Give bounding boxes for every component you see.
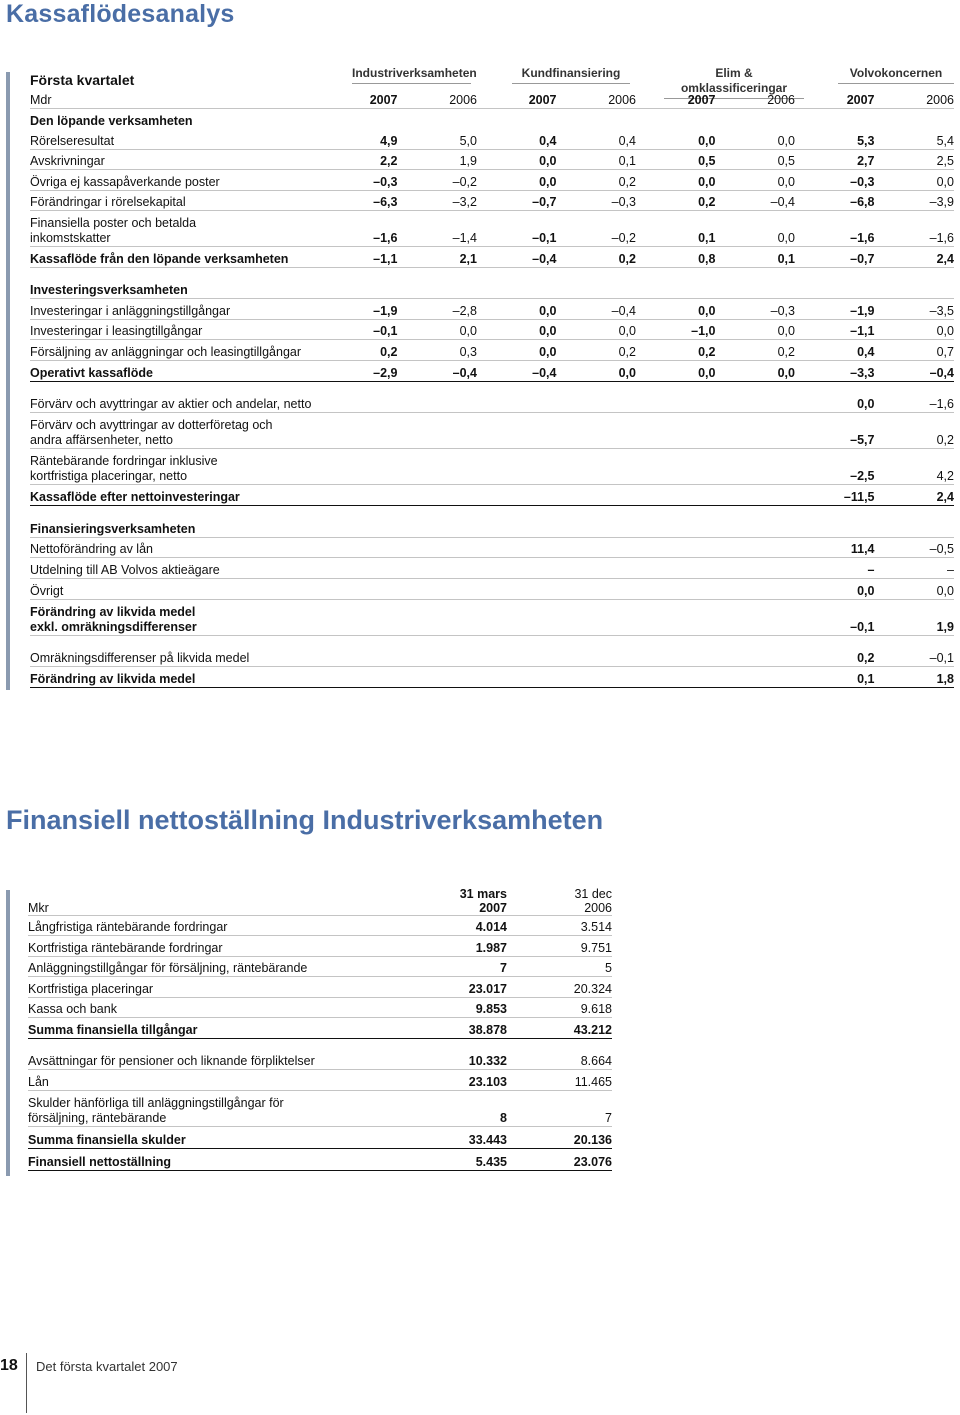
value-cell: –1,1: [373, 252, 398, 266]
value-cell: 0,0: [539, 175, 557, 189]
value-cell: –1,6: [929, 397, 954, 411]
value-cell: 5: [605, 961, 612, 975]
group-header-1: Industriverksamheten: [352, 66, 471, 84]
value-cell: 0,1: [857, 672, 875, 686]
value-cell: 9.853: [475, 1002, 507, 1016]
row-label: Kortfristiga räntebärande fordringar: [28, 941, 223, 955]
value-cell: –1,9: [850, 304, 875, 318]
row-label: Avsättningar för pensioner och liknande förpliktelser: [28, 1054, 315, 1068]
value-cell: –6,8: [850, 195, 875, 209]
value-cell: –: [947, 563, 954, 577]
value-cell: –3,9: [929, 195, 954, 209]
year-cell: 2007: [369, 93, 398, 107]
row-label-line: Förändring av likvida medel: [30, 605, 196, 619]
unit-label: Mkr: [28, 901, 49, 915]
value-cell: 0,0: [777, 366, 795, 380]
row-label: Förändring av likvida medel: [30, 672, 196, 686]
value-cell: 0,5: [777, 154, 795, 168]
value-cell: 2,2: [380, 154, 398, 168]
value-cell: 10.332: [468, 1054, 507, 1068]
row-label: Rörelseresultat: [30, 134, 115, 148]
value-cell: 1,9: [459, 154, 477, 168]
value-cell: 3.514: [580, 920, 612, 934]
value-cell: 4,9: [380, 134, 398, 148]
value-cell: 5,4: [936, 134, 954, 148]
value-cell: 0,4: [618, 134, 636, 148]
value-cell: –2,9: [373, 366, 398, 380]
row-label-line: försäljning, räntebärande: [28, 1111, 167, 1125]
page-title: Kassaflödesanalys: [6, 0, 235, 28]
value-cell: 2,4: [936, 252, 954, 266]
row-label: Förändringar i rörelsekapital: [30, 195, 186, 209]
column-header: [507, 887, 612, 915]
value-cell: 0,0: [539, 304, 557, 318]
value-cell: 20.136: [573, 1133, 612, 1147]
value-cell: –1,6: [929, 231, 954, 245]
value-cell: 0,7: [936, 345, 954, 359]
table-row: [30, 247, 954, 268]
value-cell: 0,0: [777, 231, 795, 245]
value-cell: 7: [500, 961, 507, 975]
row-label: [30, 216, 318, 246]
value-cell: 0,2: [936, 433, 954, 447]
table-row: [30, 320, 954, 340]
table-row: [30, 211, 954, 247]
table-row: [30, 340, 954, 361]
column-header-line: 2007: [479, 901, 507, 915]
table-row: [28, 1149, 612, 1171]
value-cell: 0,1: [777, 252, 795, 266]
row-label: Utdelning till AB Volvos aktieägare: [30, 563, 220, 577]
section-title: Finansiell nettoställning Industriverksamheten: [6, 805, 604, 835]
value-cell: 0,4: [539, 134, 557, 148]
row-label: [30, 605, 795, 635]
value-cell: 0,0: [698, 175, 716, 189]
value-cell: 0,4: [857, 345, 875, 359]
value-cell: –6,3: [373, 195, 398, 209]
column-header: [402, 887, 507, 915]
row-label: Långfristiga räntebärande fordringar: [28, 920, 228, 934]
table-row: [30, 600, 954, 636]
footer-text: Det första kvartalet 2007: [36, 1359, 178, 1374]
value-cell: 0,2: [380, 345, 398, 359]
row-label: Finansieringsverksamheten: [30, 522, 196, 536]
value-cell: –0,4: [929, 366, 954, 380]
value-cell: 8: [500, 1111, 507, 1125]
row-label: Investeringsverksamheten: [30, 283, 188, 297]
value-cell: 33.443: [468, 1133, 507, 1147]
group-header-2: Kundfinansiering: [512, 66, 630, 84]
row-label: Operativt kassaflöde: [30, 366, 153, 380]
value-cell: –1,4: [452, 231, 477, 245]
year-cell: 2006: [608, 93, 636, 107]
value-cell: 0,2: [618, 175, 636, 189]
table-row: [30, 667, 954, 688]
value-cell: 0,2: [698, 195, 716, 209]
value-cell: –0,2: [452, 175, 477, 189]
value-cell: 2,4: [936, 490, 954, 504]
row-label: Investeringar i leasingtillgångar: [30, 324, 203, 338]
value-cell: 23.103: [468, 1075, 507, 1089]
years-row: [30, 88, 954, 109]
value-cell: –0,4: [611, 304, 636, 318]
table-row: [28, 998, 612, 1018]
value-cell: 0,0: [857, 397, 875, 411]
group-header-4: Volvokoncernen: [838, 66, 954, 84]
table-row: [30, 413, 954, 449]
net-position-body: [28, 916, 612, 1171]
value-cell: –0,4: [532, 252, 557, 266]
unit-label: Mdr: [30, 93, 52, 107]
row-label: Anläggningstillgångar för försäljning, räntebärande: [28, 961, 308, 975]
value-cell: 0,0: [936, 175, 954, 189]
value-cell: 11.465: [574, 1075, 612, 1089]
value-cell: 4.014: [475, 920, 507, 934]
cashflow-header-row: [30, 66, 954, 95]
value-cell: 0,5: [698, 154, 716, 168]
table-row: [28, 1018, 612, 1039]
table-row: [30, 558, 954, 579]
value-cell: 1,9: [936, 620, 954, 634]
table-row: [30, 538, 954, 558]
value-cell: –: [867, 563, 875, 577]
value-cell: 0,2: [618, 345, 636, 359]
row-label: Lån: [28, 1075, 49, 1089]
table-row: [30, 361, 954, 382]
value-cell: –2,5: [850, 469, 875, 483]
table-row: [28, 1070, 612, 1091]
row-label-line: Räntebärande fordringar inklusive: [30, 454, 218, 468]
value-cell: –0,2: [611, 231, 636, 245]
value-cell: –11,5: [843, 490, 875, 504]
row-label: Kassaflöde efter nettoinvesteringar: [30, 490, 240, 504]
table-row: [30, 449, 954, 485]
table-row: [28, 936, 612, 957]
year-cell: 2007: [528, 93, 557, 107]
value-cell: 4,2: [936, 469, 954, 483]
row-label: [30, 454, 795, 484]
row-label-line: Finansiella poster och betalda: [30, 216, 197, 230]
cashflow-body: [30, 109, 954, 688]
footer-divider: [26, 1353, 27, 1413]
column-header-line: 31 mars: [459, 887, 507, 901]
table-row: [28, 1039, 612, 1070]
row-label: Förvärv och avyttringar av aktier och andelar, netto: [30, 397, 312, 411]
year-cell: 2006: [767, 93, 795, 107]
value-cell: –1,9: [373, 304, 398, 318]
row-label: [28, 1096, 402, 1126]
row-label: Investeringar i anläggningstillgångar: [30, 304, 231, 318]
row-label-line: Skulder hänförliga till anläggningstillgångar för: [28, 1096, 284, 1110]
value-cell: –0,4: [452, 366, 477, 380]
value-cell: –0,3: [373, 175, 398, 189]
value-cell: –0,3: [611, 195, 636, 209]
table-row: [28, 957, 612, 977]
value-cell: 0,0: [618, 366, 636, 380]
value-cell: –0,1: [373, 324, 398, 338]
value-cell: 0,0: [857, 584, 875, 598]
value-cell: –1,6: [850, 231, 875, 245]
value-cell: 0,0: [777, 134, 795, 148]
value-cell: 0,2: [618, 252, 636, 266]
value-cell: –0,5: [929, 542, 954, 556]
value-cell: –0,4: [532, 366, 557, 380]
value-cell: 0,0: [936, 324, 954, 338]
value-cell: –0,7: [850, 252, 875, 266]
value-cell: 9.751: [580, 941, 612, 955]
value-cell: 23.076: [573, 1155, 612, 1169]
value-cell: –0,3: [770, 304, 795, 318]
group-header-3: Elim & omklassificeringar: [664, 66, 804, 99]
value-cell: 0,0: [539, 324, 557, 338]
section-accent-bar: [6, 890, 10, 1176]
table-row: [28, 1127, 612, 1149]
cashflow-table: [30, 66, 954, 688]
year-cell: 2006: [449, 93, 477, 107]
row-label-line: inkomstskatter: [30, 231, 111, 245]
row-label: Kassa och bank: [28, 1002, 117, 1016]
row-label: Kortfristiga placeringar: [28, 982, 154, 996]
year-cell: 2007: [846, 93, 875, 107]
value-cell: –3,3: [850, 366, 875, 380]
value-cell: 2,1: [459, 252, 477, 266]
table-row: [30, 268, 954, 299]
value-cell: 0,0: [936, 584, 954, 598]
value-cell: 0,0: [777, 175, 795, 189]
row-label: Försäljning av anläggningar och leasingtillgångar: [30, 345, 302, 359]
table-row: [30, 170, 954, 191]
page-number: 18: [0, 1357, 18, 1374]
value-cell: 23.017: [468, 982, 507, 996]
value-cell: 8.664: [580, 1054, 612, 1068]
value-cell: 0,2: [698, 345, 716, 359]
value-cell: –3,5: [929, 304, 954, 318]
value-cell: 0,0: [618, 324, 636, 338]
value-cell: 0,2: [777, 345, 795, 359]
value-cell: –0,4: [770, 195, 795, 209]
row-label: Nettoförändring av lån: [30, 542, 153, 556]
table-row: [28, 916, 612, 936]
table-row: [30, 382, 954, 413]
value-cell: 5,3: [857, 134, 875, 148]
row-label: Summa finansiella skulder: [28, 1133, 186, 1147]
net-position-header-row: [28, 886, 612, 916]
value-cell: –1,1: [850, 324, 875, 338]
row-label: Övriga ej kassapåverkande poster: [30, 175, 220, 189]
net-position-table: [28, 886, 612, 1171]
row-label: Avskrivningar: [30, 154, 105, 168]
table-row: [30, 506, 954, 538]
year-cell: 2006: [926, 93, 954, 107]
value-cell: 7: [605, 1111, 612, 1125]
table-row: [28, 1091, 612, 1127]
value-cell: 5,0: [459, 134, 477, 148]
value-cell: 0,1: [698, 231, 716, 245]
table-row: [30, 109, 954, 129]
value-cell: –0,1: [929, 651, 954, 665]
value-cell: –5,7: [850, 433, 875, 447]
value-cell: 2,5: [936, 154, 954, 168]
column-header-line: 31 dec: [574, 887, 612, 901]
value-cell: 0,0: [539, 154, 557, 168]
table-row: [30, 485, 954, 506]
row-label-line: Förvärv och avyttringar av dotterföretag och: [30, 418, 273, 432]
value-cell: 9.618: [580, 1002, 612, 1016]
row-label: Summa finansiella tillgångar: [28, 1023, 198, 1037]
value-cell: 1,8: [936, 672, 954, 686]
value-cell: –2,8: [452, 304, 477, 318]
value-cell: 0,0: [459, 324, 477, 338]
row-label: Den löpande verksamheten: [30, 114, 193, 128]
value-cell: –0,3: [850, 175, 875, 189]
column-header-line: 2006: [584, 901, 612, 915]
value-cell: 0,0: [539, 345, 557, 359]
table-row: [30, 191, 954, 211]
section-accent-bar: [6, 72, 10, 690]
row-label: [30, 418, 795, 448]
value-cell: 0,0: [698, 366, 716, 380]
row-label: Övrigt: [30, 584, 64, 598]
value-cell: 0,0: [777, 324, 795, 338]
value-cell: –1,6: [373, 231, 398, 245]
value-cell: –0,1: [532, 231, 557, 245]
value-cell: 0,1: [618, 154, 636, 168]
row-label: Omräkningsdifferenser på likvida medel: [30, 651, 250, 665]
table-row: [30, 636, 954, 667]
value-cell: 20.324: [573, 982, 612, 996]
table-row: [28, 977, 612, 998]
row-label: Finansiell nettoställning: [28, 1155, 172, 1169]
value-cell: 43.212: [573, 1023, 612, 1037]
table-row: [30, 299, 954, 320]
table-row: [30, 150, 954, 170]
year-cell: 2007: [687, 93, 716, 107]
value-cell: 1.987: [475, 941, 507, 955]
value-cell: 0,2: [857, 651, 875, 665]
value-cell: 5.435: [475, 1155, 507, 1169]
cashflow-title: Första kvartalet: [30, 72, 135, 88]
value-cell: 38.878: [468, 1023, 507, 1037]
value-cell: 0,8: [698, 252, 716, 266]
value-cell: 0,3: [459, 345, 477, 359]
table-row: [30, 579, 954, 600]
row-label: Kassaflöde från den löpande verksamheten: [30, 252, 289, 266]
value-cell: –3,2: [452, 195, 477, 209]
value-cell: –1,0: [691, 324, 716, 338]
value-cell: 0,0: [698, 304, 716, 318]
value-cell: 11,4: [850, 542, 875, 556]
value-cell: –0,1: [850, 620, 875, 634]
value-cell: –0,7: [532, 195, 557, 209]
row-label-line: kortfristiga placeringar, netto: [30, 469, 188, 483]
row-label-line: exkl. omräkningsdifferenser: [30, 620, 197, 634]
row-label-line: andra affärsenheter, netto: [30, 433, 173, 447]
value-cell: 2,7: [857, 154, 875, 168]
value-cell: 0,0: [698, 134, 716, 148]
table-row: [30, 129, 954, 150]
